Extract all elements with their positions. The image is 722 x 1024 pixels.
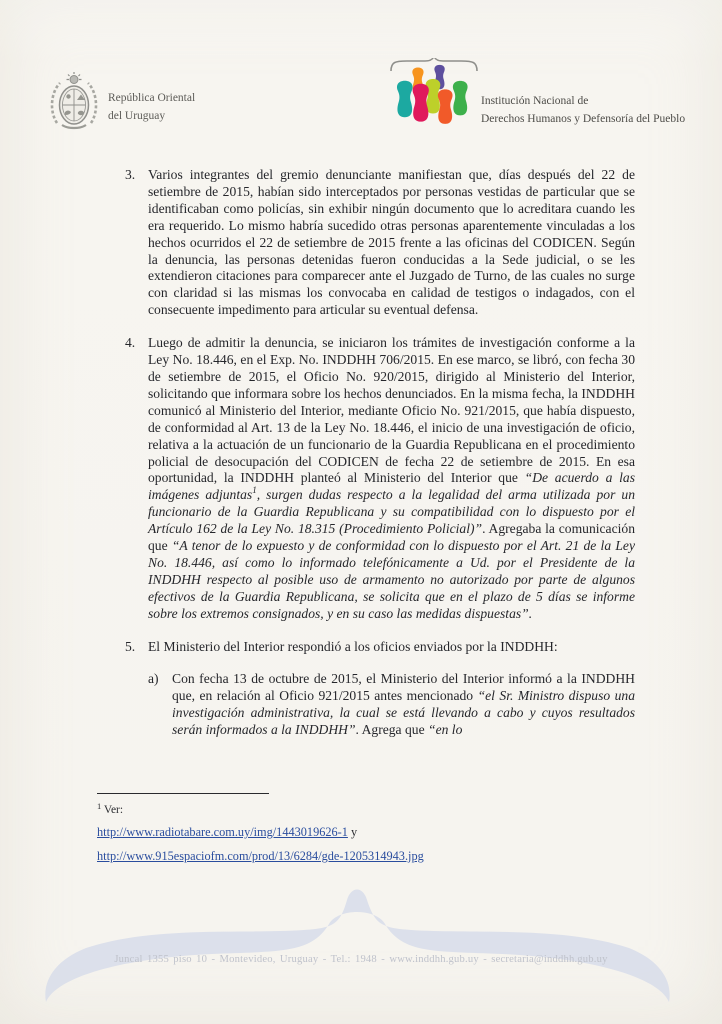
paragraph-text <box>148 639 635 656</box>
text-run: . Agrega que <box>355 722 429 738</box>
text-run: Luego de admitir la denuncia, se iniciaron los trámites de investigación conforme a la Ley No. 18.446, en el Exp. No. INDDHH 706/2015. En ese marco, se libró, con fecha 30 de setiembre de 2015, el Oficio No. 920/2015, dirigido al Ministerio del Interior, solicitando que informara sobre los hechos denunciados. En la misma fecha, la INDDHH comunicó al Ministerio del Interior, mediante Oficio No. 921/2015, que había dispuesto, de conformidad al Art. 13 de la Ley No. 18.446, el inicio de una investigación de oficio, relativa a la actuación de un funcionario de la Guardia Republicana en el procedimiento policial de desocupación del CODICEN de fecha 22 de setiembre de 2015. En esa oportunidad, la INDDHH planteó al Ministerio del Interior que <box>148 335 635 486</box>
list-item-5 <box>125 639 635 656</box>
text-run: El Ministerio del Interior respondió a los oficios enviados por la INDDHH: <box>148 638 558 654</box>
list-item-3 <box>125 167 635 319</box>
document-body <box>125 167 635 739</box>
item-number: 3. <box>125 167 136 182</box>
item-number: 5. <box>125 638 136 654</box>
inddhh-title <box>481 92 685 129</box>
text-run: Varios integrantes del gremio denunciante manifiestan que, días después del 22 de setiembre de 2015, habían sido interceptados por personas vestidas de particular que se identificaban como policías, sin exhibir ningún documento que lo acreditara cuando les era requerido. Lo mismo habría sucedido otras personas aparentemente vinculadas a los hechos ocurridos el 22 de setiembre de 2015 frente a las oficinas del CODICEN. Según la denuncia, las personas detenidas fueron conducidas a la Sede judicial, o se les extendieron citaciones para comparecer ante el Juzgado de Turno, de las cuales no surge con claridad si las mismas los convocaba en calidad de testigos o indagados, con el consecuente impedimento para articular su eventual defensa. <box>148 167 635 318</box>
footnote-conjunction: y <box>347 825 358 839</box>
footer-address: Juncal 1355 piso 10 - Montevideo, Uruguay - Tel.: 1948 - www.inddhh.gub.uy - secretaria@inddhh.gub.uy <box>114 954 608 965</box>
footnote-line-2 <box>97 849 637 864</box>
paragraph-text <box>172 671 635 739</box>
quote-run: , surgen dudas respecto a la legalidad del arma utilizada por un funcionario de la Guardia Republicana y su compatibilidad con lo dispuesto por el Artículo 162 de la Ley No. 18.315 (Procedimiento Policial)” <box>148 487 635 537</box>
gov-title <box>108 90 195 126</box>
footnote-label <box>97 801 637 816</box>
footnote-line-1 <box>97 825 637 840</box>
inddhh-title-line1: Institución Nacional de <box>481 95 589 107</box>
uruguay-coat-of-arms-icon <box>46 71 102 133</box>
list-subitem-a <box>148 671 635 739</box>
inddhh-title-line2: Derechos Humanos y Defensoría del Pueblo <box>481 113 686 126</box>
footnote-marker: 1 <box>97 801 102 811</box>
subitem-number: a) <box>148 671 159 687</box>
footnote-block <box>97 793 637 864</box>
list-item-4 <box>125 335 635 622</box>
quote-run: “el Sr. Ministro dispuso una investigación administrativa, la cual se está llevando a cabo y cuyos resultados serán informados a la INDDHH” <box>172 688 636 738</box>
quote-run: “A tenor de lo expuesto y de conformidad con lo dispuesto por el Art. 21 de la Ley No. 18.446, así como lo informado telefónicamente a Ud. por el Presidente de la INDDHH respecto al posible uso de armamento no autorizado por parte de algunos efectivos de la Guardia Republicana, se solicita que en el plazo de 5 días se informe sobre los extremos consignados, y en su caso las medidas dispuestas”. <box>148 538 635 621</box>
sun-rays <box>67 72 82 84</box>
footnote-ref-1[interactable]: 1 <box>252 485 257 496</box>
paragraph-text <box>148 167 635 319</box>
text-run: . Agregaba la comunicación que <box>148 521 635 554</box>
quote-run: “en lo <box>428 722 463 738</box>
text-run: Con fecha 13 de octubre de 2015, el Ministerio del Interior informó a la INDDHH que, en relación al Oficio 921/2015 antes mencionado <box>172 671 635 704</box>
gov-title-line2: del Uruguay <box>108 109 166 122</box>
paragraph-text <box>148 335 635 622</box>
footnote-link-2[interactable]: http://www.915espaciofm.com/prod/13/6284/gde-1205314943.jpg <box>97 849 424 863</box>
footnote-label-text: Ver: <box>103 804 124 816</box>
gov-title-line1: República Oriental <box>108 92 196 104</box>
footnote-link-1[interactable]: http://www.radiotabare.com.uy/img/1443019626-1 <box>97 825 348 839</box>
inddhh-people-logo-icon <box>386 64 480 138</box>
item-number: 4. <box>125 335 136 351</box>
footer-wave-icon <box>40 876 682 1014</box>
footnote-separator <box>97 793 269 794</box>
quote-run: “De acuerdo a las imágenes adjuntas <box>148 470 635 503</box>
